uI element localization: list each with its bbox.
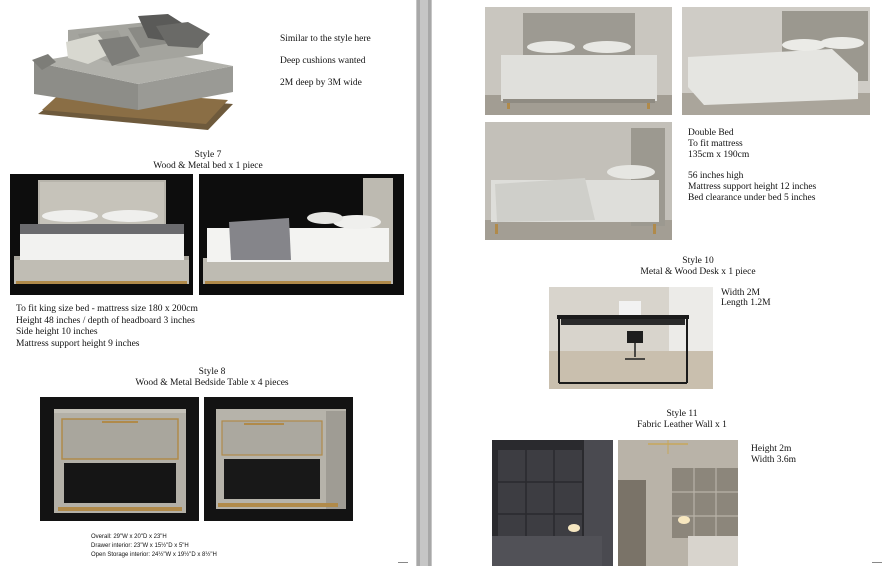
style10-spec-2: Length 1.2M: [721, 298, 771, 308]
style10-desk-photo: [549, 287, 713, 389]
sofa-note-2: Deep cushions wanted: [280, 56, 366, 66]
style11-spec-2: Width 3.6m: [751, 455, 797, 465]
page-separator-right: [428, 0, 431, 566]
style7-spec-4: Mattress support height 9 inches: [16, 338, 140, 349]
page-separator-left: [417, 0, 420, 566]
bed-note-5: Mattress support height 12 inches: [688, 182, 817, 192]
bed-note-1: Double Bed: [688, 128, 734, 138]
bed-note-4: 56 inches high: [688, 171, 744, 181]
page-corner-mark-right: [872, 562, 882, 566]
bed-note-2: To fit mattress: [688, 139, 743, 149]
style7-subtitle: Wood & Metal bed x 1 piece: [153, 161, 263, 171]
style7-bed-front-photo: [10, 174, 193, 295]
style10-subtitle: Metal & Wood Desk x 1 piece: [640, 267, 756, 277]
double-bed-front-photo: [485, 7, 672, 115]
sofa-note-3: 2M deep by 3M wide: [280, 78, 362, 88]
style11-title: Style 11: [666, 409, 698, 419]
style8-dim-3: Open Storage interior: 24½"W x 19½"D x 8½"H: [91, 552, 217, 558]
double-bed-side-photo: [485, 122, 672, 240]
style8-title: Style 8: [198, 367, 226, 377]
style11-subtitle: Fabric Leather Wall x 1: [637, 420, 727, 430]
style8-dim-1: Overall: 29"W x 20"D x 23"H: [91, 534, 167, 540]
style7-spec-1: To fit king size bed - mattress size 180 x 200cm: [16, 304, 198, 314]
style8-table-front-photo: [40, 397, 199, 521]
double-bed-angle-photo: [682, 7, 870, 115]
bed-note-6: Bed clearance under bed 5 inches: [688, 193, 816, 203]
style11-light-bedroom-photo: [618, 440, 738, 566]
style7-title: Style 7: [194, 150, 222, 160]
style7-bed-angle-photo: [199, 174, 404, 295]
style11-dark-bedroom-photo: [492, 440, 613, 566]
sofa-note-1: Similar to the style here: [280, 34, 371, 44]
style7-spec-3: Side height 10 inches: [16, 327, 98, 337]
style8-dim-2: Drawer interior: 23"W x 15½"D x 5"H: [91, 543, 189, 549]
style10-title: Style 10: [682, 256, 714, 266]
style10-spec-1: Width 2M: [721, 288, 760, 298]
sofa-photo: [28, 12, 248, 134]
document-page-right: [432, 0, 885, 566]
document-page-left: [0, 0, 416, 566]
style7-spec-2: Height 48 inches / depth of headboard 3 inches: [16, 315, 195, 326]
style11-spec-1: Height 2m: [751, 444, 792, 454]
style8-table-angle-photo: [204, 397, 353, 521]
style8-subtitle: Wood & Metal Bedside Table x 4 pieces: [135, 378, 289, 388]
bed-note-3: 135cm x 190cm: [688, 150, 750, 160]
page-corner-mark: [398, 562, 408, 566]
